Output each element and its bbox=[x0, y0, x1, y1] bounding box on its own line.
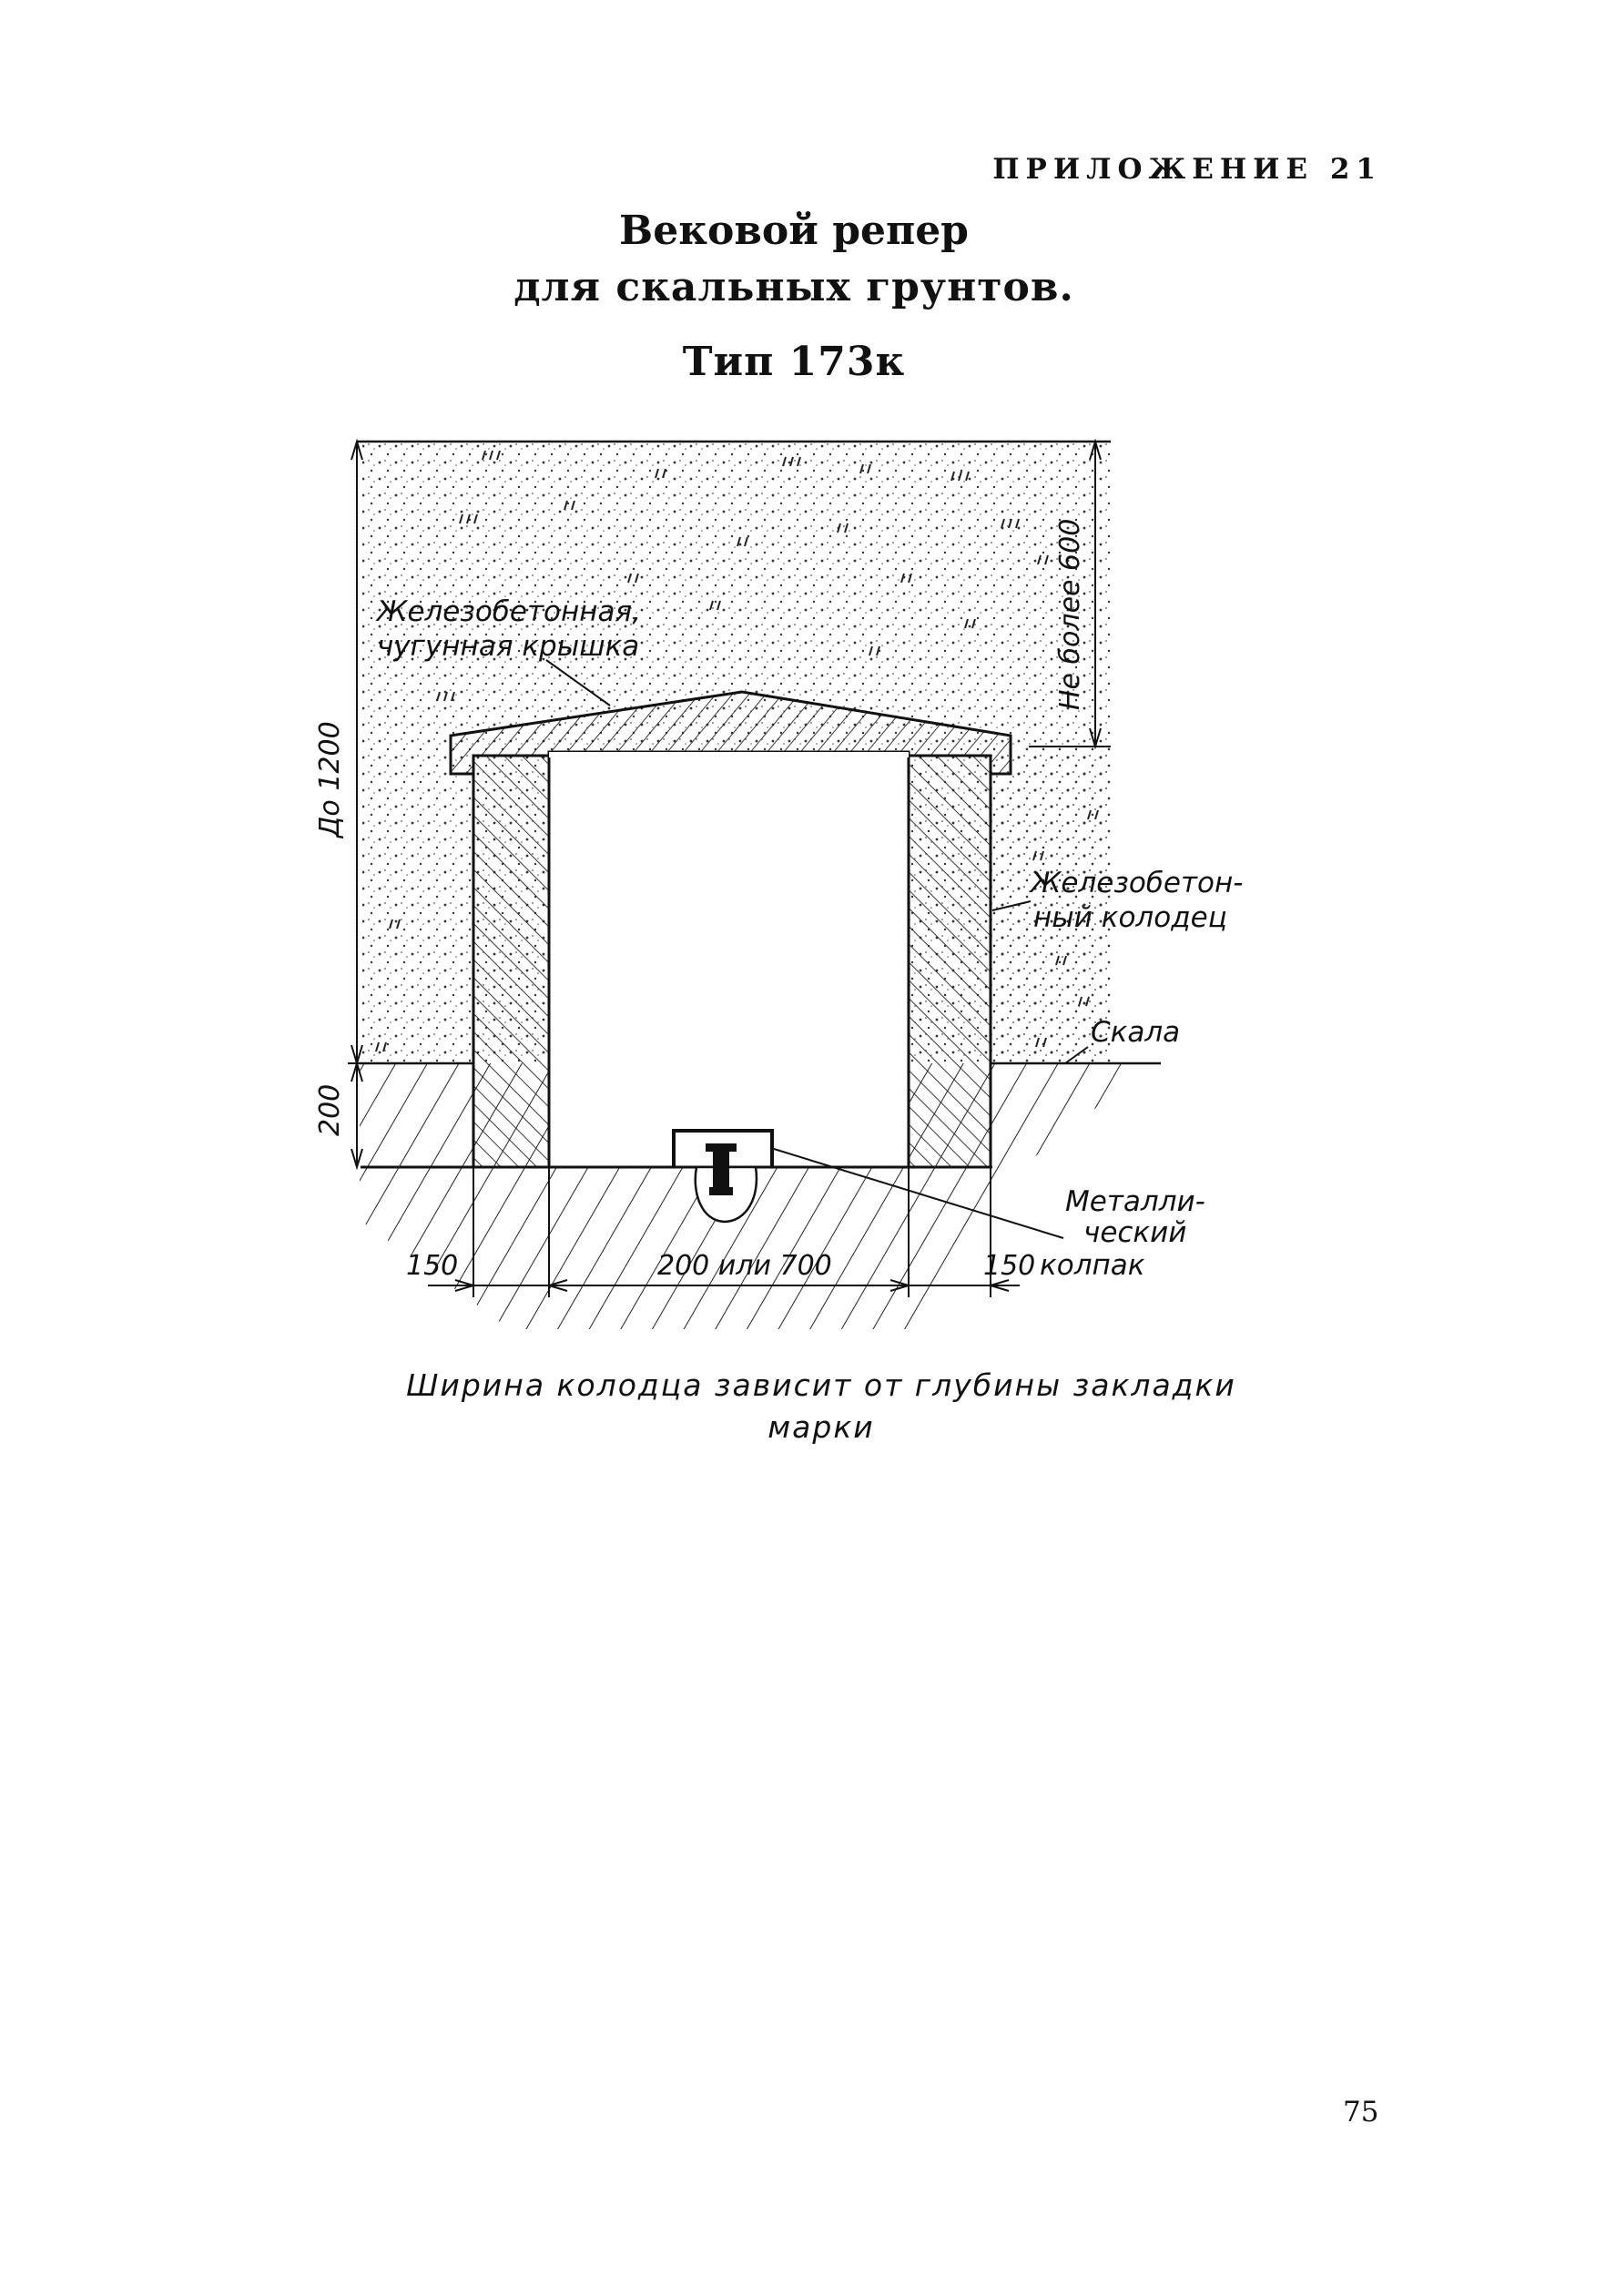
well-cavity bbox=[549, 756, 909, 1167]
label-cap-1: Металли- bbox=[1065, 1185, 1205, 1218]
dim-depth-1200-label: До 1200 bbox=[314, 721, 346, 838]
dim-wall-right-label: 150 bbox=[983, 1250, 1036, 1282]
title-line-2: для скальных грунтов. bbox=[513, 264, 1074, 310]
label-well-2: ный колодец bbox=[1033, 901, 1227, 934]
dim-rock-200-label: 200 bbox=[314, 1083, 346, 1136]
label-cover-2: чугунная крышка bbox=[377, 630, 640, 663]
well-wall-left bbox=[473, 756, 549, 1167]
page-number: 75 bbox=[1343, 2096, 1379, 2128]
dim-inner-width-label: 200 или 700 bbox=[657, 1250, 832, 1282]
title-type: Тип 173к bbox=[682, 339, 906, 385]
label-rock: Скала bbox=[1091, 1016, 1181, 1049]
label-cover-1: Железобетонная, bbox=[377, 595, 642, 628]
label-cap-2: ческий bbox=[1083, 1216, 1187, 1249]
caption-line-2: марки bbox=[767, 1409, 875, 1445]
appendix-label: ПРИЛОЖЕНИЕ 21 bbox=[992, 153, 1382, 186]
label-well-1: Железобетон- bbox=[1031, 867, 1244, 899]
title-line-1: Вековой репер bbox=[619, 208, 969, 254]
caption-line-1: Ширина колодца зависит от глубины закладки bbox=[406, 1367, 1236, 1403]
dim-cover-600-label: Не более 600 bbox=[1054, 518, 1086, 710]
dim-wall-left-label: 150 bbox=[406, 1250, 459, 1282]
well-wall-right bbox=[909, 756, 991, 1167]
label-cap-3: колпак bbox=[1040, 1249, 1145, 1282]
